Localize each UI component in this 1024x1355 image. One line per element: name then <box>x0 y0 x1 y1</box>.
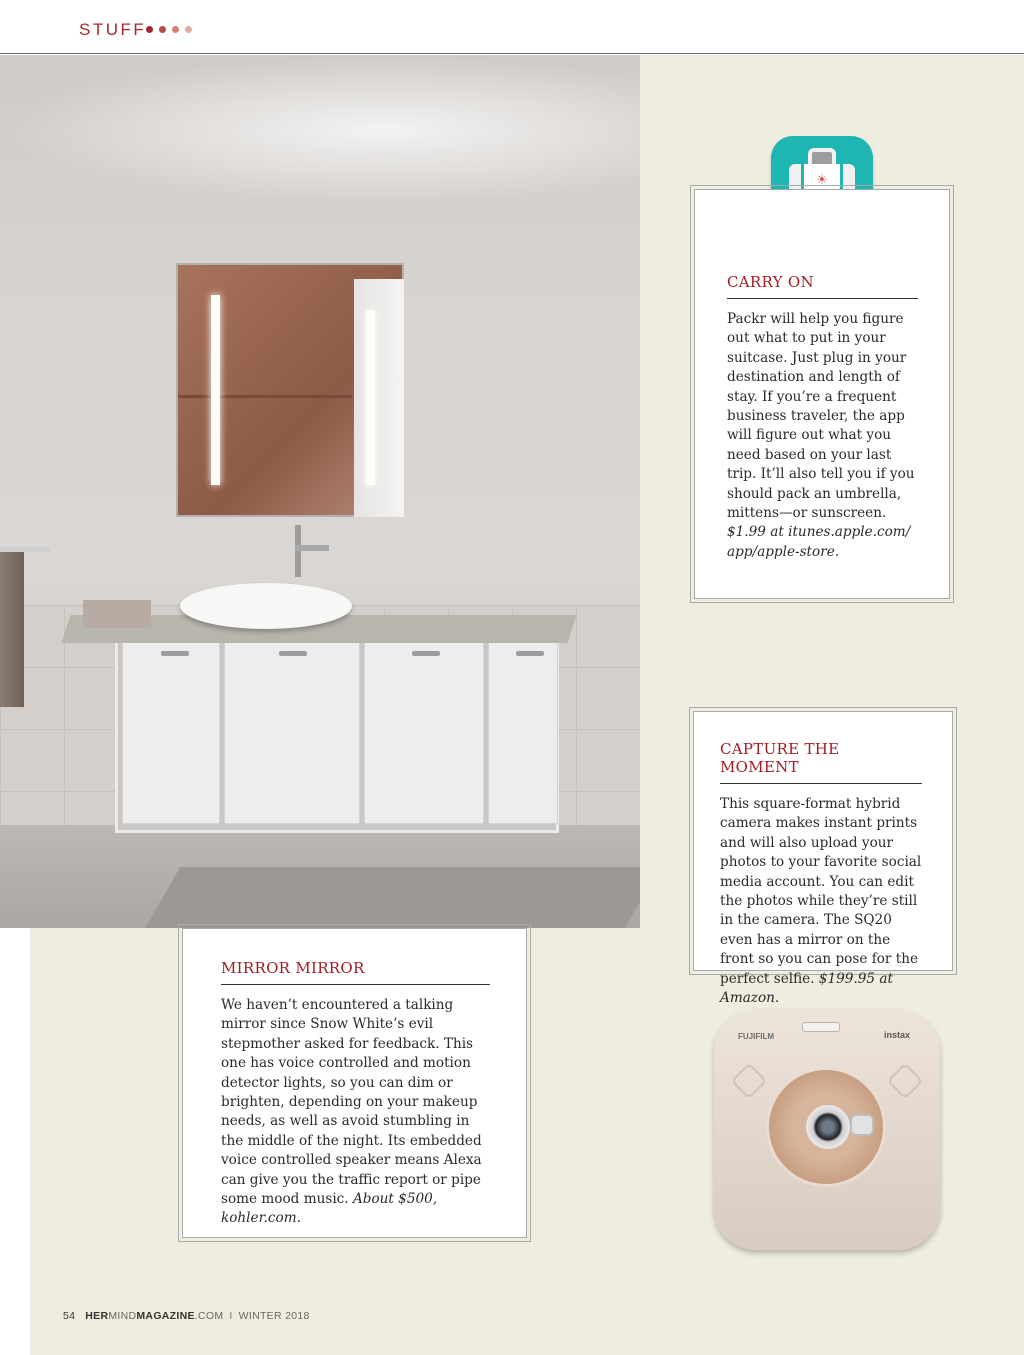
cabinet-door <box>122 634 220 824</box>
camera-button-left <box>731 1063 768 1100</box>
faucet-spout <box>295 545 329 551</box>
carry-on-article <box>694 189 950 599</box>
article-text: We haven’t encountered a talking mirror since Snow White’s evil stepmother asked for feedback. This one has voice controlled and motion detector lights, so you can dim or brighten, depending on your makeup needs, as well as avoid stumbling in the middle of the night. Its embedded voice controlled speaker means Alexa can give you the traffic report or pipe some mood music. <box>221 997 482 1208</box>
capture-the-moment-article <box>693 711 953 1007</box>
section-dot <box>172 26 179 33</box>
page-header <box>0 0 1024 54</box>
cabinet-door <box>488 634 558 824</box>
site-com: .COM <box>194 1310 224 1322</box>
footer-separator: I <box>229 1310 233 1322</box>
section-dot <box>159 26 166 33</box>
issue-date: WINTER 2018 <box>238 1310 310 1322</box>
camera-flash <box>802 1022 840 1032</box>
mirror-light-left <box>211 295 220 485</box>
instax-camera-photo <box>714 1010 940 1250</box>
rug <box>140 867 640 928</box>
article-title: CAPTURE THE MOMENT <box>720 740 922 784</box>
article-price: $1.99 at itunes.apple.com/ app/apple-store. <box>727 524 911 560</box>
door-handle <box>412 651 440 656</box>
bathroom-vanity-photo <box>0 55 640 928</box>
article-price: About $500, kohler.com. <box>221 1191 438 1227</box>
page-footer <box>63 1310 310 1322</box>
article-body <box>720 795 922 1008</box>
site-magazine: MAGAZINE <box>136 1310 195 1322</box>
cabinet-door <box>224 634 360 824</box>
section-dots <box>146 26 192 33</box>
mirror-side-panel <box>354 279 404 517</box>
mirror-reflection-line <box>178 395 352 398</box>
door-handle <box>161 651 189 656</box>
ceiling-light-glow <box>0 55 640 205</box>
camera-lens <box>806 1105 850 1149</box>
smart-mirror <box>176 263 404 517</box>
vessel-sink <box>180 583 352 629</box>
camera-model: instax <box>883 1030 910 1040</box>
door-handle <box>279 651 307 656</box>
camera-brand: FUJIFILM <box>738 1032 774 1041</box>
vanity-cabinet <box>115 625 559 833</box>
section-dot <box>185 26 192 33</box>
door-handle <box>516 651 544 656</box>
site-mind: MIND <box>108 1310 137 1322</box>
site-her: HER <box>85 1310 109 1322</box>
article-body <box>727 310 918 562</box>
vanity-tray <box>83 600 151 628</box>
sun-icon: ☀ <box>816 173 828 188</box>
towel <box>0 552 24 707</box>
faucet <box>295 525 301 577</box>
selfie-mirror <box>850 1114 874 1136</box>
mirror-mirror-article <box>182 928 527 1238</box>
section-dot <box>146 26 153 33</box>
camera-button-right <box>887 1063 924 1100</box>
article-title: MIRROR MIRROR <box>221 959 490 985</box>
page-number: 54 <box>63 1310 76 1322</box>
cabinet-door <box>364 634 484 824</box>
section-label: STUFF <box>79 20 147 39</box>
article-text: This square-format hybrid camera makes instant prints and will also upload your photos to your favorite social media account. You can edit the photos while they’re still in the camera. The SQ20 even has a mirror on the front so you can pose for the perfect selfie. <box>720 796 922 987</box>
mirror-light-right <box>366 310 375 485</box>
article-title: CARRY ON <box>727 273 918 299</box>
article-price: $199.95 at Amazon. <box>720 970 893 1007</box>
article-text: Packr will help you figure out what to put in your suitcase. Just plug in your destination and length of stay. If you’re a frequent business traveler, the app will figure out what you need based on your last trip. It’ll also tell you if you should pack an umbrella, mittens—or sunscreen. <box>727 311 915 522</box>
article-body <box>221 996 490 1229</box>
